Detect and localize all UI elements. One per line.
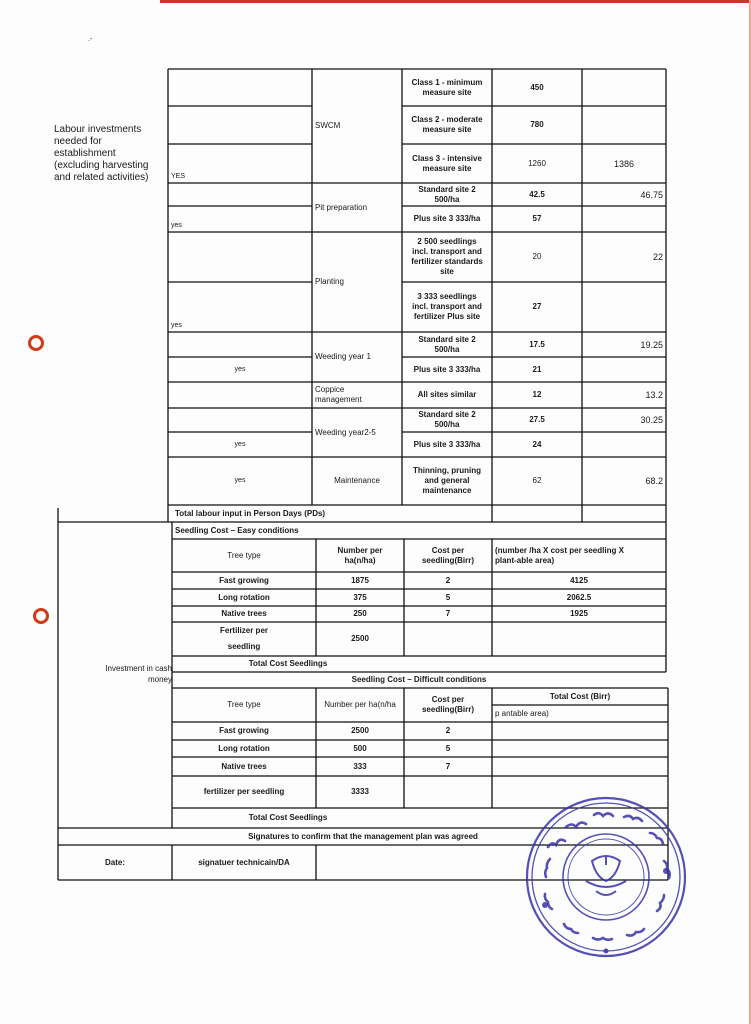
technician-signature-label: signatuer technicain/DA: [198, 857, 290, 867]
difficult-header-cost: Cost per seedling(Birr): [421, 695, 474, 714]
weeding25-standard-desc: Standard site 2 500/ha: [418, 410, 476, 429]
swcm-class2-desc: Class 2 - moderate measure site: [411, 115, 483, 134]
weeding1-yes: yes: [234, 365, 246, 373]
swcm-class2-value: 780: [530, 120, 544, 129]
coppice-label: Coppice management: [315, 385, 362, 404]
weeding1-plus-value: 21: [532, 364, 542, 374]
maintenance-yes: yes: [234, 477, 246, 484]
pit-plus-desc: Plus site 3 333/ha: [413, 214, 481, 223]
planting-yes: yes: [171, 322, 182, 329]
easy-row-num: 375: [353, 592, 367, 602]
weeding1-label: Weeding year 1: [315, 352, 371, 361]
difficult-title: Seedling Cost – Difficult conditions: [351, 675, 487, 684]
difficult-row-num: 333: [353, 761, 367, 771]
difficult-row-type: fertilizer per seedling: [203, 787, 285, 796]
weeding25-standard-value: 27.5: [529, 415, 545, 424]
difficult-total-cost-header: Total Cost (Birr): [549, 691, 611, 701]
weeding25-plus-desc: Plus site 3 333/ha: [413, 439, 481, 449]
difficult-row-num: 3333: [351, 787, 369, 796]
weeding25-yes: yes: [234, 440, 246, 448]
easy-total-label: Total Cost Seedlings: [248, 659, 328, 668]
cash-investment-label: Investment in cash money: [105, 664, 172, 684]
planting-label: Planting: [315, 277, 344, 286]
weeding1-plus-desc: Plus site 3 333/ha: [413, 364, 481, 374]
easy-row-type: Long rotation: [218, 592, 270, 602]
difficult-row-num: 500: [353, 743, 367, 753]
difficult-row-type: Long rotation: [218, 743, 270, 753]
weeding1-standard-value: 17.5: [529, 339, 545, 349]
easy-row-num: 250: [353, 609, 367, 618]
planting-plus-value: 27: [532, 302, 542, 311]
planting-standard-desc: 2 500 seedlings incl. transport and fertilizer standards site: [411, 237, 483, 276]
easy-row-total: 4125: [570, 575, 588, 585]
coppice-extra: 13.2: [645, 390, 663, 400]
swcm-class3-desc: Class 3 - intensive measure site: [412, 153, 482, 173]
total-labour-label: Total labour input in Person Days (PDs): [175, 508, 326, 518]
difficult-row-cost: 5: [445, 743, 451, 753]
pit-standard-extra: 46.75: [640, 189, 663, 200]
weeding25-standard-extra: 30.25: [640, 415, 663, 425]
pit-standard-desc: Standard site 2 500/ha: [418, 184, 476, 204]
labour-investment-label: Labour investments needed for establishment (excluding harvesting and related activities): [54, 124, 149, 183]
weeding1-standard-extra: 19.25: [640, 339, 663, 350]
easy-header-type: Tree type: [227, 550, 261, 560]
pit-label: Pit preparation: [315, 202, 368, 212]
easy-header-number: Number per ha(n/ha): [337, 545, 383, 565]
easy-row-num: 1875: [351, 575, 369, 585]
easy-row-cost: 5: [445, 592, 451, 602]
easy-header-total: (number /ha X cost per seedling X plant-able area): [495, 545, 624, 565]
planting-standard-value: 20: [532, 252, 542, 261]
easy-row-total: 2062.5: [566, 592, 592, 602]
easy-title: Seedling Cost – Easy conditions: [175, 525, 299, 535]
difficult-row-type: Native trees: [221, 761, 267, 771]
scan-mark: .-: [88, 36, 93, 43]
difficult-row-type: Fast growing: [219, 726, 269, 735]
swcm-class1-value: 450: [530, 82, 544, 92]
difficult-header-total: p antable area): [495, 708, 549, 718]
coppice-desc: All sites similar: [417, 390, 477, 399]
easy-row-type: Fertilizer per seedling: [219, 626, 268, 651]
easy-row-total: 1925: [570, 609, 588, 618]
easy-row-type: Native trees: [221, 609, 267, 618]
maintenance-desc: Thinning, pruning and general maintenance: [413, 466, 481, 495]
easy-row-type: Fast growing: [219, 575, 269, 585]
weeding25-label: Weeding year2-5: [315, 427, 376, 437]
planting-plus-desc: 3 333 seedlings incl. transport and fertilizer Plus site: [412, 292, 482, 321]
swcm-class1-desc: Class 1 - minimum measure site: [411, 77, 483, 97]
signatures-title: Signatures to confirm that the management plan was agreed: [248, 831, 478, 841]
easy-row-num: 2500: [351, 634, 369, 643]
maintenance-value: 62: [532, 476, 542, 485]
easy-header-cost: Cost per seedling(Birr): [421, 545, 474, 565]
swcm-label: SWCM: [315, 121, 341, 130]
difficult-total-label: Total Cost Seedlings: [248, 813, 328, 822]
pit-standard-value: 42.5: [529, 189, 545, 199]
difficult-row-cost: 7: [445, 761, 451, 771]
swcm-yes: YES: [171, 173, 186, 180]
difficult-header-type: Tree type: [227, 700, 261, 709]
coppice-value: 12: [532, 390, 542, 399]
maintenance-label: Maintenance: [334, 476, 380, 485]
weeding1-standard-desc: Standard site 2 500/ha: [418, 334, 476, 354]
difficult-row-num: 2500: [351, 726, 369, 735]
difficult-row-cost: 2: [445, 726, 451, 735]
planting-standard-extra: 22: [652, 252, 663, 262]
maintenance-extra: 68.2: [645, 476, 663, 486]
pit-yes: yes: [171, 222, 182, 229]
swcm-class3-extra: 1386: [613, 158, 635, 169]
date-label: Date:: [104, 857, 125, 867]
easy-row-cost: 2: [445, 575, 451, 585]
swcm-class3-value: 1260: [528, 158, 546, 168]
easy-row-cost: 7: [445, 609, 451, 618]
pit-plus-value: 57: [532, 214, 542, 223]
weeding25-plus-value: 24: [532, 439, 542, 449]
difficult-header-number: Number per ha(n/ha: [324, 700, 396, 709]
